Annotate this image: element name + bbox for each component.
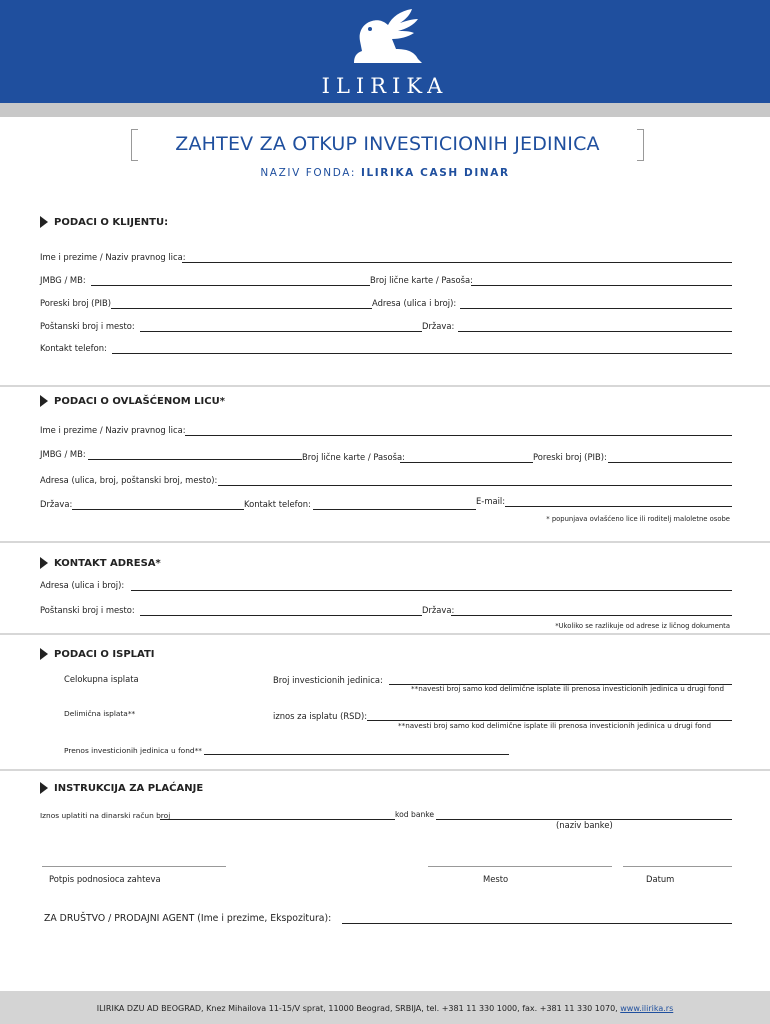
instruction-account-label: Iznos uplatiti na dinarski račun broj [40,811,171,820]
section-instruction-heading [40,782,203,794]
client-idcard-label: Broj lične karte / Pasoša: [370,275,473,285]
section-contact-title: KONTAKT ADRESA* [54,558,161,569]
footer-text [0,1004,770,1013]
auth-jmbg-field[interactable] [88,459,302,460]
client-address-field[interactable] [460,308,732,309]
client-country-label: Država: [422,321,455,331]
client-name-label: Ime i prezime / Naziv pravnog lica: [40,252,186,262]
arrow-right-icon [40,782,48,794]
auth-jmbg-label: JMBG / MB: [40,449,86,459]
arrow-right-icon [40,395,48,407]
header-band [0,103,770,117]
footer-address: ILIRIKA DZU AD BEOGRAD, Knez Mihailova 11-15/V sprat, 11000 Beograd, SRBIJA, tel. +381 11 330 1000, fax. +381 11 330 1070, [96,1004,618,1013]
arrow-right-icon [40,216,48,228]
payout-units-label: Broj investicionih jedinica: [273,675,383,685]
fund-name: ILIRIKA CASH DINAR [360,167,510,179]
section-contact-heading [40,557,161,569]
section-instruction-title: INSTRUKCIJA ZA PLAĆANJE [54,783,204,794]
contact-postal-label: Poštanski broj i mesto: [40,605,135,615]
client-address-label: Adresa (ulica i broj): [372,298,457,308]
auth-email-label: E-mail: [476,496,506,506]
auth-pib-label: Poreski broj (PIB): [533,452,607,462]
client-pib-label: Poreski broj (PIB) [40,298,111,308]
auth-address-label: Adresa (ulica, broj, poštanski broj, mesto): [40,475,218,485]
signature-place-field[interactable] [428,866,612,867]
contact-postal-field[interactable] [140,615,422,616]
footer-website-link[interactable]: www.ilirika.rs [620,1004,674,1013]
auth-country-label: Država: [40,499,73,509]
auth-address-field[interactable] [218,485,732,486]
signature-date-label: Datum [646,874,675,884]
section-authorized-title: PODACI O OVLAŠĆENOM LICU* [54,396,225,407]
payout-units-note: **navesti broj samo kod delimične isplate ili prenosa investicionih jedinica u drugi fond [411,684,725,693]
auth-name-field[interactable] [185,435,732,436]
section-divider [0,385,770,387]
section-divider [0,541,770,543]
payout-transfer-label: Prenos investicionih jedinica u fond** [64,746,202,755]
auth-name-label: Ime i prezime / Naziv pravnog lica: [40,425,186,435]
agent-label: ZA DRUŠTVO / PRODAJNI AGENT (Ime i prezime, Ekspozitura): [44,913,332,924]
form-title-box [131,129,644,161]
client-phone-field[interactable] [112,353,732,354]
form-title: ZAHTEV ZA OTKUP INVESTICIONIH JEDINICA [175,133,600,155]
section-payout-heading [40,648,155,660]
auth-country-field[interactable] [72,509,244,510]
section-payout-title: PODACI O ISPLATI [54,649,155,660]
payout-transfer-field[interactable] [204,754,509,755]
client-postal-field[interactable] [140,331,422,332]
winged-lion-icon [340,5,430,69]
client-idcard-field[interactable] [471,285,732,286]
auth-note: * popunjava ovlašćeno lice ili roditelj maloletne osobe [546,515,730,523]
auth-phone-field[interactable] [313,509,476,510]
payout-full-option[interactable]: Celokupna isplata [64,674,139,684]
contact-note: *Ukoliko se razlikuje od adrese iz ličnog dokumenta [555,622,730,630]
arrow-right-icon [40,557,48,569]
auth-phone-label: Kontakt telefon: [244,499,311,509]
auth-idcard-label: Broj lične karte / Pasoša: [302,452,405,462]
client-jmbg-field[interactable] [91,285,370,286]
payout-amount-note: **navesti broj samo kod delimične isplate ili prenosa investicionih jedinica u drugi fond [398,721,712,730]
payout-amount-label: iznos za isplatu (RSD): [273,711,368,721]
instruction-account-field[interactable] [160,819,395,820]
contact-country-label: Država: [422,605,455,615]
section-client-title: PODACI O KLIJENTU: [54,217,169,228]
client-name-field[interactable] [182,262,732,263]
section-divider [0,633,770,635]
client-phone-label: Kontakt telefon: [40,343,107,353]
agent-field[interactable] [342,923,732,924]
contact-address-label: Adresa (ulica i broj): [40,580,125,590]
client-pib-field[interactable] [111,308,372,309]
signature-applicant-label: Potpis podnosioca zahteva [49,874,161,884]
signature-date-field[interactable] [623,866,732,867]
brand-name: ILIRIKA [321,74,449,98]
client-country-field[interactable] [458,331,732,332]
section-client-heading [40,216,168,228]
auth-email-field[interactable] [505,506,732,507]
signature-applicant-field[interactable] [42,866,226,867]
header-bar [0,0,770,103]
auth-pib-field[interactable] [608,462,732,463]
client-postal-label: Poštanski broj i mesto: [40,321,135,331]
contact-country-field[interactable] [451,615,732,616]
client-jmbg-label: JMBG / MB: [40,275,86,285]
instruction-bank-name-hint: (naziv banke) [556,820,613,830]
contact-address-field[interactable] [131,590,732,591]
fund-line [0,167,770,179]
section-authorized-heading [40,395,225,407]
section-divider [0,769,770,771]
arrow-right-icon [40,648,48,660]
auth-idcard-field[interactable] [400,462,533,463]
instruction-bank-label: kod banke [395,810,435,819]
fund-label: NAZIV FONDA: [260,167,356,179]
payout-partial-option[interactable]: Delimična isplata** [64,709,136,718]
signature-place-label: Mesto [483,874,509,884]
